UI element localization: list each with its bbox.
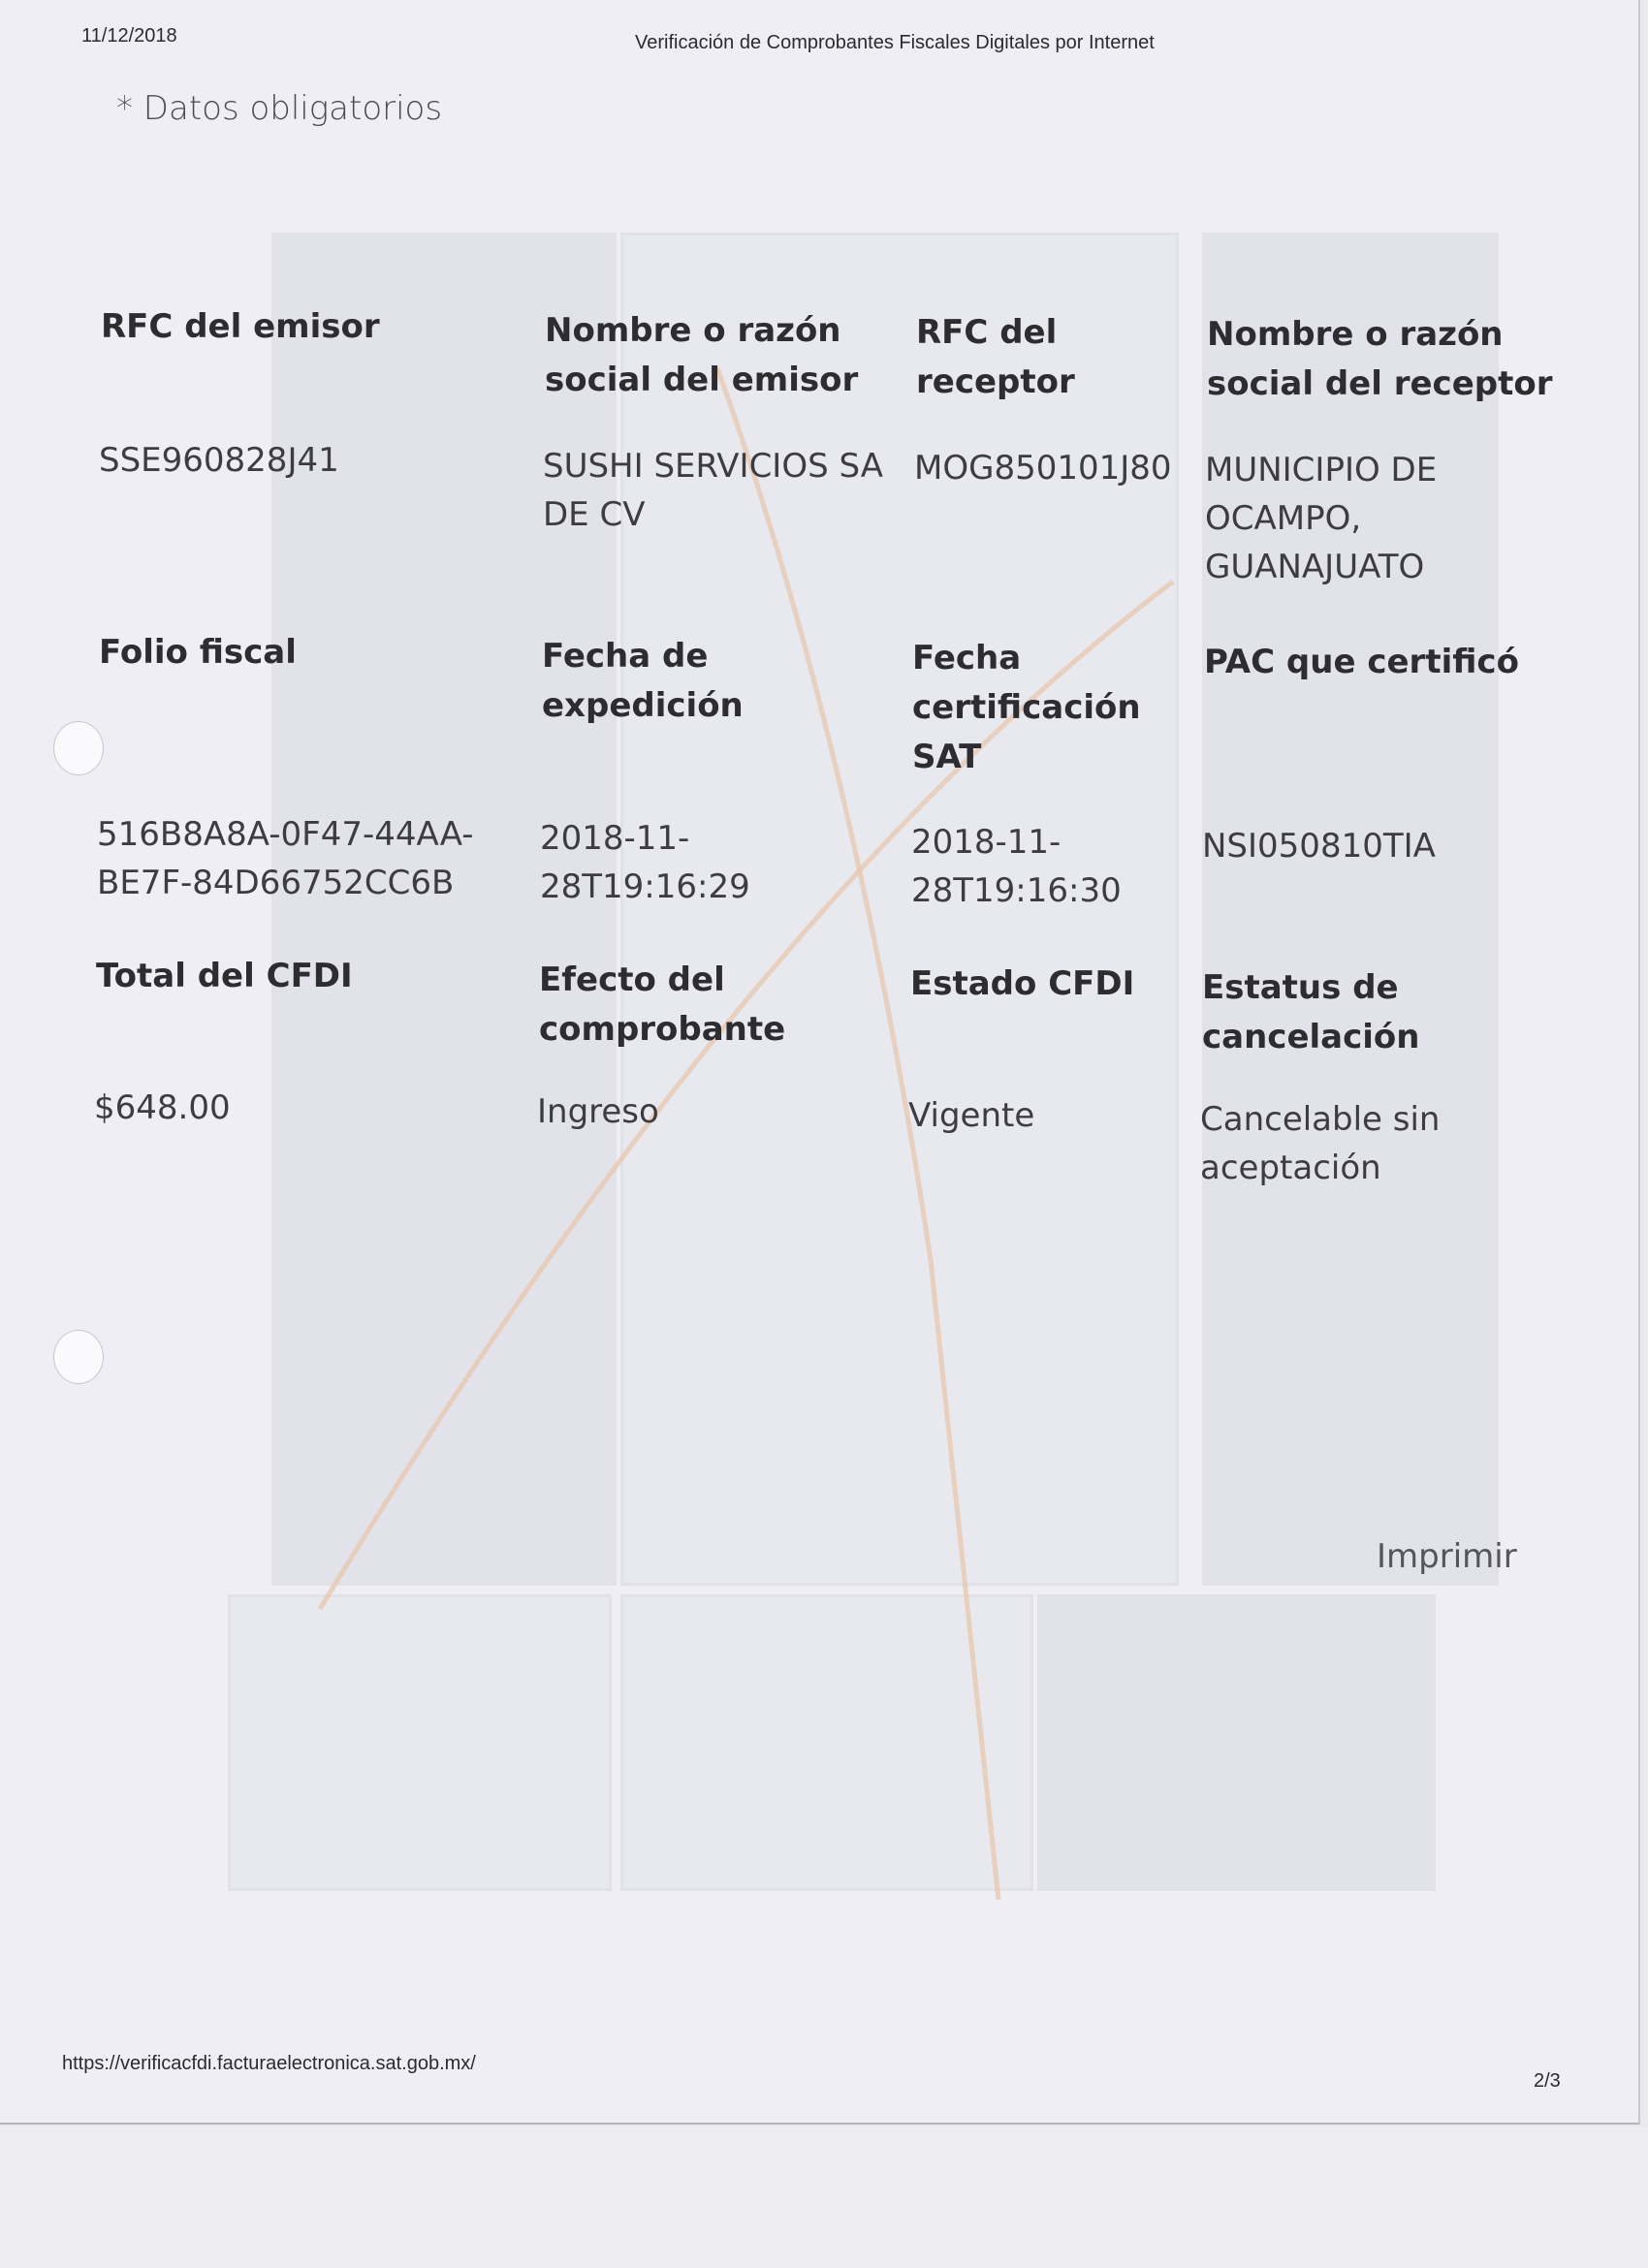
value-nombre-emisor: SUSHI SERVICIOS SA DE CV [543, 447, 883, 534]
footer-url: https://verificacfdi.facturaelectronica.sat.gob.mx/ [62, 2053, 476, 2074]
value-estado: Vigente [908, 1096, 1035, 1135]
label-nombre-receptor: Nombre o razón social del receptor [1207, 315, 1553, 403]
value-efecto: Ingreso [537, 1092, 659, 1131]
value-pac: NSI050810TIA [1202, 827, 1436, 866]
value-total: $648.00 [94, 1088, 231, 1127]
label-efecto: Efecto del comprobante [539, 961, 786, 1049]
label-pac: PAC que certificó [1204, 643, 1519, 681]
scanner-background [0, 2126, 1648, 2268]
value-estatus-cancelacion: Cancelable sin aceptación [1200, 1100, 1441, 1187]
page-number: 2/3 [1534, 2070, 1561, 2092]
label-rfc-receptor: RFC del receptor [916, 313, 1075, 401]
label-nombre-emisor: Nombre o razón social del emisor [545, 311, 859, 399]
page-title: Verificación de Comprobantes Fiscales Digitales por Internet [635, 32, 1155, 53]
required-fields-note: * Datos obligatorios [116, 89, 443, 128]
value-fecha-certificacion: 2018-11-28T19:16:30 [911, 823, 1122, 910]
value-rfc-emisor: SSE960828J41 [99, 441, 339, 480]
label-fecha-expedicion: Fecha de expedición [542, 637, 744, 725]
punch-hole [53, 721, 104, 775]
label-fecha-certificacion: Fecha certificación SAT [912, 639, 1141, 776]
label-rfc-emisor: RFC del emisor [101, 307, 380, 346]
print-date: 11/12/2018 [81, 25, 177, 47]
label-estatus-cancelacion: Estatus de cancelación [1202, 968, 1420, 1056]
punch-hole [53, 1330, 104, 1384]
label-folio-fiscal: Folio fiscal [99, 633, 297, 672]
value-folio-fiscal: 516B8A8A-0F47-44AA-BE7F-84D66752CC6B [97, 815, 474, 902]
value-fecha-expedicion: 2018-11-28T19:16:29 [540, 819, 750, 906]
value-nombre-receptor: MUNICIPIO DE OCAMPO, GUANAJUATO [1205, 451, 1438, 586]
print-button[interactable]: Imprimir [1377, 1537, 1517, 1576]
label-estado: Estado CFDI [910, 964, 1135, 1003]
value-rfc-receptor: MOG850101J80 [914, 449, 1172, 488]
label-total: Total del CFDI [96, 957, 353, 995]
